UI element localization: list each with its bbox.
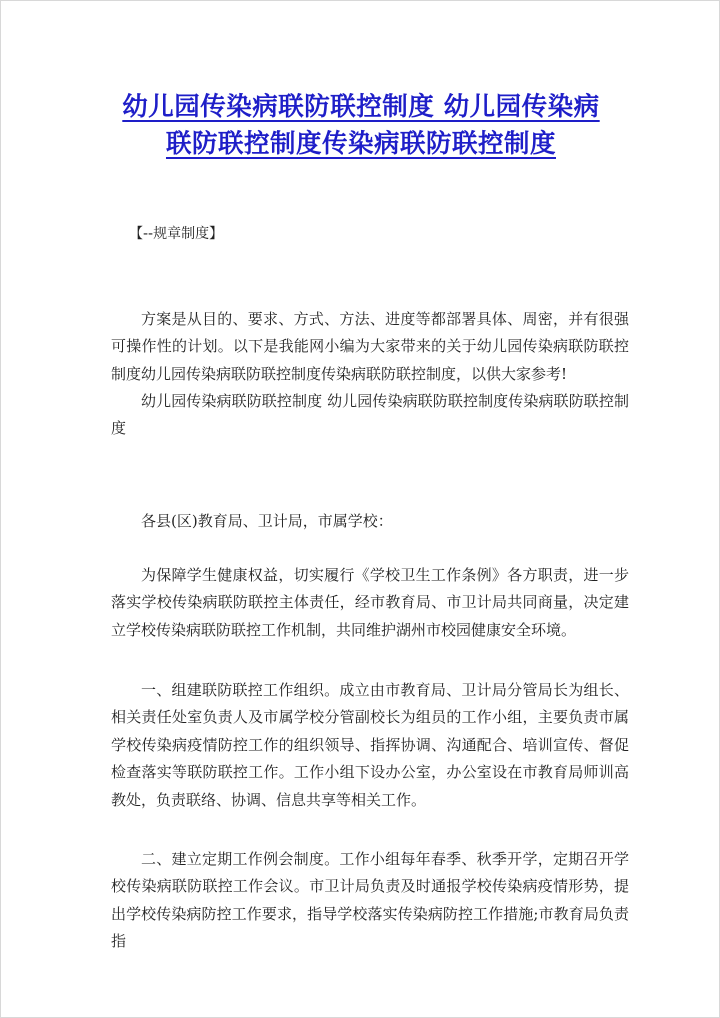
title-line-1[interactable]: 幼儿园传染病联防联控制度 幼儿园传染病: [122, 92, 600, 122]
body-paragraph-section-2: 二、建立定期工作例会制度。工作小组每年春季、秋季开学，定期召开学校传染病联防联控工作会议。市卫计局负责及时通报学校传染病疫情形势，提出学校传染病防控工作要求，指导学校落实传染病防控工作措施;市教育局负责指: [111, 850, 629, 951]
reference-paragraph: 幼儿园传染病联防联控制度 幼儿园传染病联防联控制度传染病联防联控制度: [111, 392, 629, 438]
document-title[interactable]: [91, 89, 631, 163]
title-line-2[interactable]: 联防联控制度传染病联防联控制度: [165, 129, 556, 159]
body-paragraph-section-1: 一、组建联防联控工作组织。成立由市教育局、卫计局分管局长为组长、相关责任处室负责人及市属学校分管副校长为组员的工作小组，主要负责市属学校传染病疫情防控工作的组织领导、指挥协调、沟通配合、培训宣传、督促检查落实等联防联控工作。工作小组下设办公室，办公室设在市教育局师训高教处，负责联络、协调、信息共享等相关工作。: [111, 681, 629, 809]
body-paragraph-purpose: 为保障学生健康权益，切实履行《学校卫生工作条例》各方职责，进一步落实学校传染病联防联控主体责任，经市教育局、市卫计局共同商量，决定建立学校传染病联防联控工作机制，共同维护湖州市校园健康安全环境。: [111, 566, 629, 639]
intro-paragraph: 方案是从目的、要求、方式、方法、进度等都部署具体、周密，并有很强可操作性的计划。以下是我能网小编为大家带来的关于幼儿园传染病联防联控制度幼儿园传染病联防联控制度传染病联防联控制度，以供大家参考!: [111, 310, 629, 383]
salutation-paragraph: 各县(区)教育局、卫计局，市属学校：: [141, 512, 393, 530]
category-tag: 【--规章制度】: [129, 226, 224, 242]
